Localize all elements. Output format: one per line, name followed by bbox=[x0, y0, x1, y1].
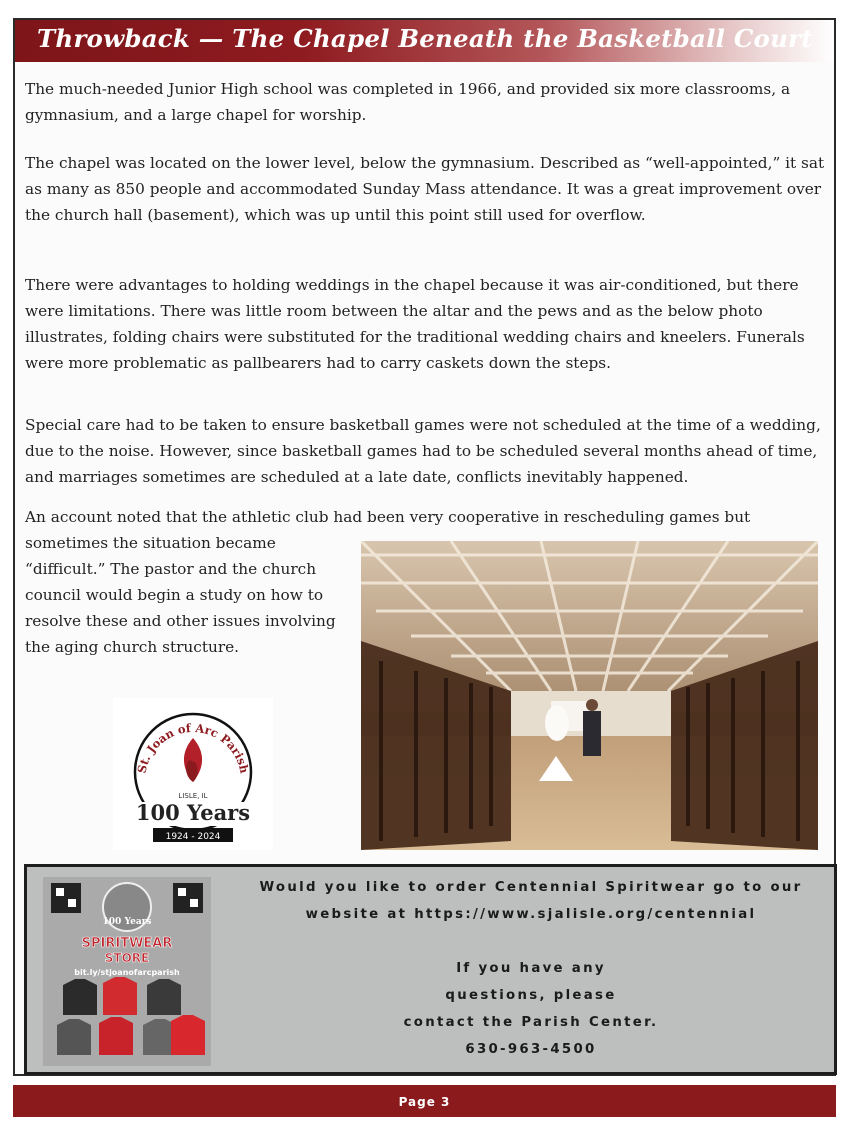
logo-span: 1924 - 2024 bbox=[165, 832, 221, 842]
promo-line-5: contact the Parish Center. bbox=[403, 1015, 659, 1030]
store-years: 100 Years bbox=[102, 917, 152, 927]
promo-line-4: questions, please bbox=[445, 988, 617, 1003]
paragraph-4: Special care had to be taken to ensure basketball games were not scheduled at the time of a wedding, due to the noise. However, since basketball games had to be scheduled several months ahead of time, and marriages sometimes are scheduled at a late date, conflicts inevitably happened. bbox=[25, 416, 821, 486]
qr-code-right-icon bbox=[173, 883, 203, 913]
store-title-2: STORE bbox=[104, 951, 150, 965]
store-title-1: SPIRITWEAR bbox=[81, 936, 173, 951]
paragraph-5-wrap: sometimes the situation became “difficult.” The pastor and the church council would begin a study on how to resolve these and other issues involving the aging church structure. bbox=[25, 534, 336, 656]
paragraph-2: The chapel was located on the lower level, below the gymnasium. Described as “well-appointed,” it sat as many as 850 people and accommodated Sunday Mass attendance. It was a great improvement over the church hall (basement), which was up until this point still used for overflow. bbox=[25, 154, 825, 224]
paragraph-5-intro: An account noted that the athletic club had been very cooperative in rescheduling games but bbox=[25, 508, 751, 526]
page-number: Page 3 bbox=[398, 1095, 451, 1109]
paragraph-1: The much-needed Junior High school was completed in 1966, and provided six more classrooms, a gymnasium, and a large chapel for worship. bbox=[25, 80, 791, 124]
promo-line-1: Would you like to order Centennial Spiritwear go to our bbox=[259, 880, 803, 895]
spiritwear-store-image bbox=[43, 877, 211, 1066]
logo-location: LISLE, IL bbox=[178, 792, 208, 800]
promo-line-3: If you have any bbox=[456, 961, 606, 976]
logo-years: 100 Years bbox=[135, 800, 251, 825]
logo-arc-text: St. Joan of Arc Parish bbox=[134, 720, 252, 775]
parish-logo bbox=[113, 698, 273, 850]
page-title: Throwback — The Chapel Beneath the Basketball Court bbox=[37, 24, 813, 53]
store-url: bit.ly/stjoanofarcparish bbox=[74, 968, 180, 977]
paragraph-3: There were advantages to holding weddings in the chapel because it was air-conditioned, but there were limitations. There was little room between the altar and the pews and as the below photo illustrates, folding chairs were substituted for the traditional wedding chairs and kneelers. Funerals were more problematic as pallbearers had to carry caskets down the steps. bbox=[25, 276, 805, 372]
promo-line-2[interactable]: website at https://www.sjalisle.org/centennial bbox=[305, 907, 757, 922]
qr-code-left-icon bbox=[51, 883, 81, 913]
chapel-photo bbox=[361, 541, 818, 850]
promo-phone: 630-963-4500 bbox=[465, 1042, 597, 1057]
